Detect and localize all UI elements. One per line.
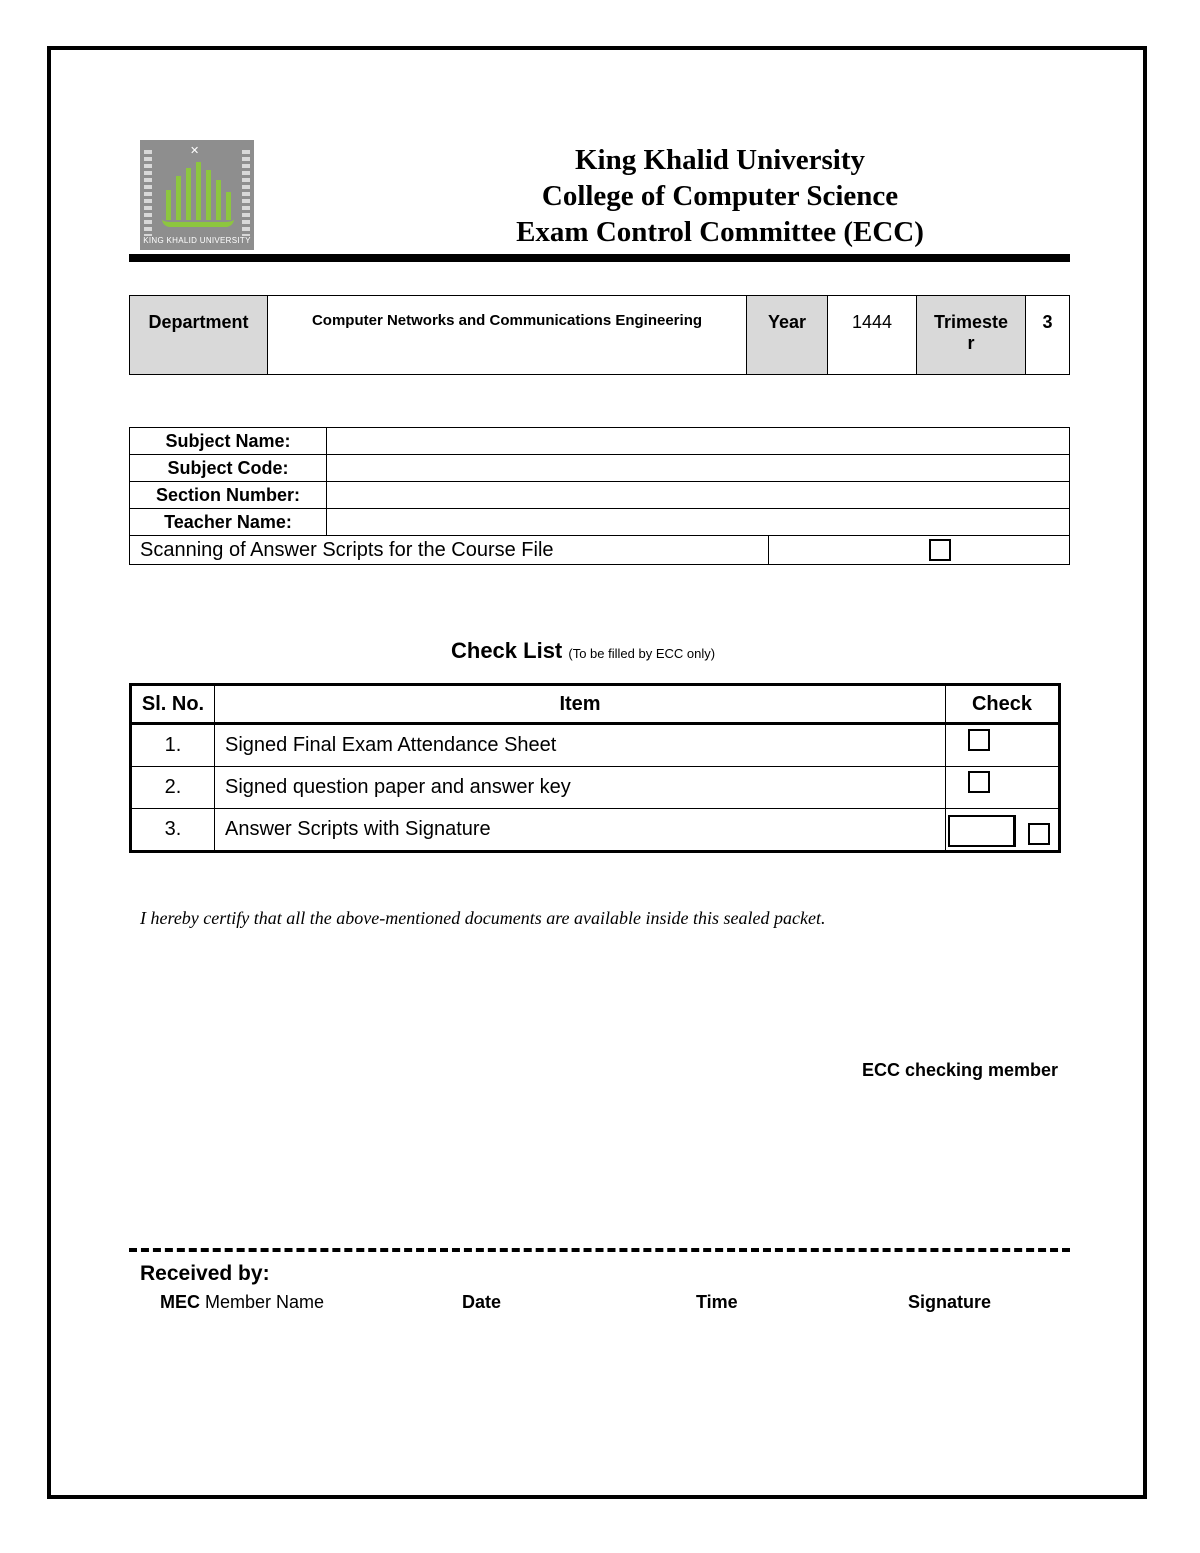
- section-number-label: Section Number:: [130, 482, 327, 509]
- university-logo: [140, 140, 254, 250]
- trimester-label: [917, 296, 1026, 375]
- col-header-check: Check: [946, 685, 1060, 724]
- table-row: [131, 767, 1060, 809]
- row-number: 1.: [131, 724, 215, 767]
- row-check-cell: [946, 767, 1060, 809]
- subject-name-label: Subject Name:: [130, 428, 327, 455]
- attendance-checkbox[interactable]: [968, 729, 990, 751]
- mec-member-name-label: [160, 1292, 324, 1313]
- department-label: Department: [130, 296, 268, 375]
- ecc-member-label: ECC checking member: [862, 1060, 1059, 1080]
- subject-code-label: Subject Code:: [130, 455, 327, 482]
- checklist-note: (To be filled by ECC only): [568, 646, 716, 661]
- committee-name: Exam Control Committee (ECC): [516, 216, 924, 248]
- col-header-item: Item: [215, 685, 946, 724]
- trimester-value: 3: [1026, 296, 1070, 375]
- college-name: College of Computer Science: [541, 180, 899, 212]
- palm-swords-icon: ✕: [190, 145, 200, 157]
- subject-table: [129, 427, 1070, 565]
- scanning-label: Scanning of Answer Scripts for the Course File: [130, 536, 769, 565]
- signature-label: Signature: [908, 1292, 992, 1312]
- logo-ornament-right: [242, 150, 250, 236]
- logo-caption: KING KHALID UNIVERSITY: [143, 236, 251, 245]
- checklist-table: [129, 683, 1061, 853]
- year-label: Year: [747, 296, 828, 375]
- scanning-check-cell: [769, 536, 1070, 565]
- table-row: [131, 809, 1060, 852]
- section-number-field[interactable]: [327, 482, 1070, 509]
- received-by-title: Received by:: [140, 1262, 270, 1285]
- header-divider: [129, 254, 1070, 262]
- checklist-title: [451, 638, 715, 664]
- row-item: Signed Final Exam Attendance Sheet: [215, 724, 946, 767]
- member-name-label: Member Name: [205, 1292, 325, 1312]
- answer-scripts-checkbox[interactable]: [1028, 823, 1050, 845]
- time-label: Time: [696, 1292, 738, 1312]
- year-value: 1444: [828, 296, 917, 375]
- subject-name-field[interactable]: [327, 428, 1070, 455]
- department-value: Computer Networks and Communications Engineering: [268, 296, 747, 375]
- table-row: [131, 724, 1060, 767]
- date-label: Date: [462, 1292, 502, 1312]
- checklist-title-text: Check List: [451, 638, 563, 663]
- row-item: Signed question paper and answer key: [215, 767, 946, 809]
- row-check-cell: [946, 809, 1060, 852]
- logo-ornament-left: [144, 150, 152, 236]
- row-check-cell: [946, 724, 1060, 767]
- row-number: 2.: [131, 767, 215, 809]
- teacher-name-field[interactable]: [327, 509, 1070, 536]
- row-item: Answer Scripts with Signature: [215, 809, 946, 852]
- department-table: [129, 295, 1070, 375]
- cut-line-divider: [129, 1248, 1070, 1252]
- teacher-name-label: Teacher Name:: [130, 509, 327, 536]
- col-header-sl-no: Sl. No.: [131, 685, 215, 724]
- logo-calligraphy-base: [162, 210, 234, 227]
- mec-label: MEC: [160, 1292, 200, 1312]
- scanning-checkbox[interactable]: [929, 539, 951, 561]
- question-paper-checkbox[interactable]: [968, 771, 990, 793]
- certification-statement: I hereby certify that all the above-mentioned documents are available inside this sealed packet.: [140, 908, 826, 928]
- answer-scripts-field[interactable]: [948, 815, 1016, 847]
- university-name: King Khalid University: [574, 144, 866, 176]
- row-number: 3.: [131, 809, 215, 852]
- subject-code-field[interactable]: [327, 455, 1070, 482]
- trimester-label-text: Trimeste r: [933, 312, 1009, 353]
